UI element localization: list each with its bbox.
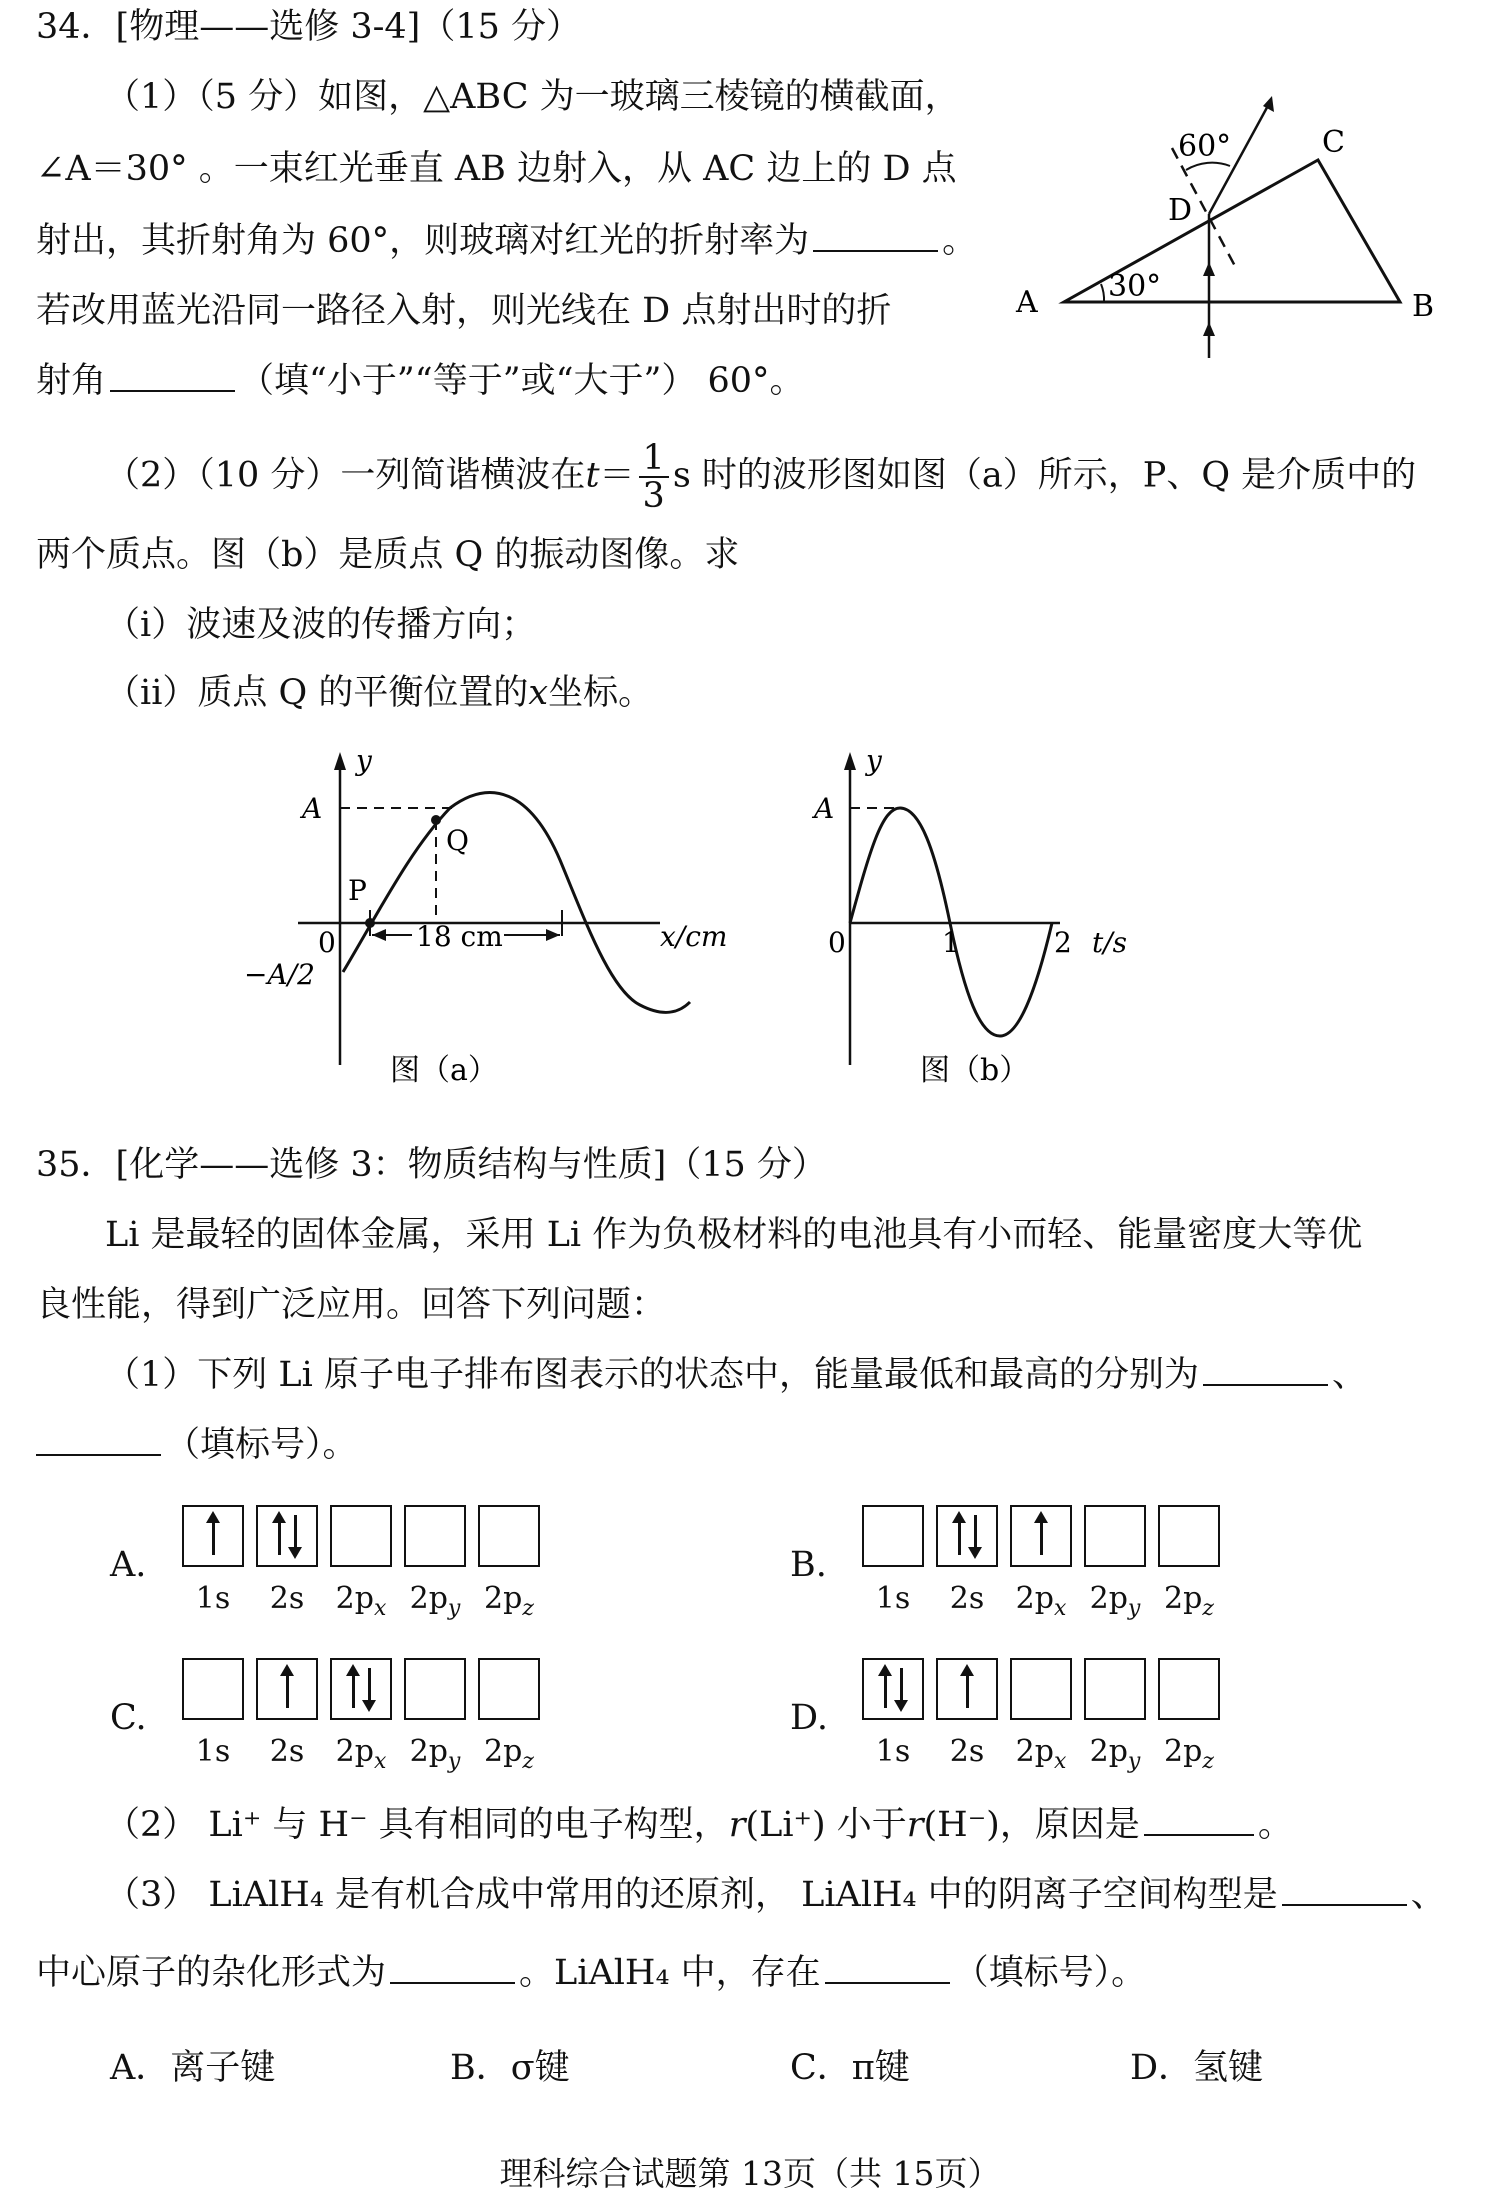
q34-p1-line4: 若改用蓝光沿同一路径入射，则光线在 D 点射出时的折 [36,291,892,331]
fraction-numerator: 1 [639,440,669,478]
orbital-box [862,1505,924,1567]
spin-down-arrow-icon [900,1668,903,1708]
label-q: Q [446,824,469,857]
point-q [431,815,441,825]
orbital-label: $2p_y$ [409,1581,461,1621]
q34-p2-sub-ii [105,670,653,716]
q35-q2 [105,1802,1293,1848]
q35-q1-text: （1）下列 Li 原子电子排布图表示的状态中，能量最低和最高的分别为 [105,1355,1199,1395]
answer-blank[interactable] [825,1952,950,1984]
angle-arc-30 [1101,284,1104,302]
answer-blank[interactable] [1282,1874,1407,1906]
orbital-label: $2p_x$ [335,1734,387,1774]
q35-q3-line2-mid: 。LiAlH₄ 中，存在 [519,1953,821,1993]
orbital-label: $2p_y$ [1089,1734,1141,1774]
orbital-box [256,1505,318,1567]
config-letter: A. [110,1545,147,1585]
dim-arrow-left-head [372,929,386,941]
orbital-box [1084,1658,1146,1720]
q34-p2-sub-ii-end: 坐标。 [548,673,654,713]
q35-intro-line1: Li 是最轻的固体金属，采用 Li 作为负极材料的电池具有小而轻、能量密度大等优 [105,1215,1363,1255]
q35-q1-line2-text: （填标号）。 [165,1425,358,1465]
q34-p1-line1: （1）（5 分）如图，△ABC 为一玻璃三棱镜的横截面， [105,77,960,117]
q34-p1-line5-text: 射角 [36,361,107,401]
orbital-box [478,1658,540,1720]
label-y-a: y [356,744,372,777]
q34-p1-line3-text: 射出，其折射角为 60°，则玻璃对红光的折射率为 [36,221,810,261]
caption-a: 图（a） [390,1053,498,1088]
orbital-label: $2p_x$ [335,1581,387,1621]
orbital-label: 2s [949,1581,985,1616]
q35-q2-end: 。 [1257,1805,1293,1845]
spin-down-arrow-icon [368,1668,371,1708]
label-amp-a: A [302,792,323,825]
config-letter: D. [790,1698,828,1738]
config-letter: C. [110,1698,147,1738]
vibration-graph-b [790,740,1250,1110]
orbital-label: $2p_y$ [409,1734,461,1774]
orbital-label: $2p_x$ [1015,1734,1067,1774]
answer-blank[interactable] [813,220,938,252]
option-c: C．π键 [790,2048,910,2088]
orbital-label: 2s [269,1581,305,1616]
answer-blank[interactable] [390,1952,515,1984]
orbital-box [1158,1658,1220,1720]
label-zero-a: 0 [318,926,336,959]
label-t-axis: t/s [1092,926,1128,959]
q35-q3-line2-end: （填标号）。 [953,1953,1147,1993]
q35-q2-mid: (Li⁺) 小于 [745,1805,907,1845]
q35-q2-rest: (H⁻)，原因是 [923,1805,1140,1845]
label-distance: 18 cm [416,920,503,953]
q35-intro-line2: 良性能，得到广泛应用。回答下列问题： [36,1285,667,1325]
answer-blank[interactable] [1144,1804,1254,1836]
label-amp-b: A [814,792,835,825]
orbital-box [1084,1505,1146,1567]
orbital-box [1010,1658,1072,1720]
label-a: A [1016,285,1038,320]
label-p: P [348,874,367,907]
q34-p2-line1-rest: s 时的波形图如图（a）所示，P、Q 是介质中的 [672,455,1417,496]
x-variable: x [528,673,549,713]
y-axis-arrow-b [844,752,856,770]
label-x-axis: x/cm [660,920,728,953]
fraction-denominator: 3 [642,476,665,516]
dim-arrow-right-head [546,929,560,941]
orbital-label: $2p_z$ [484,1734,534,1774]
spin-up-arrow-icon [1040,1515,1043,1555]
ray-arrow-lower [1203,322,1215,336]
q35-q2-text: （2） Li⁺ 与 H⁻ 具有相同的电子构型， [105,1805,729,1845]
orbital-label: 2s [949,1734,985,1769]
radius-symbol: r [728,1805,746,1845]
q35-q3-line2-text: 中心原子的杂化形式为 [36,1953,387,1993]
q35-q3-text: （3） LiAlH₄ 是有机合成中常用的还原剂， LiAlH₄ 中的阴离子空间构型是 [105,1875,1278,1915]
orbital-box [936,1658,998,1720]
label-c: C [1322,125,1345,160]
q34-p2-sub-i: （i）波速及波的传播方向； [105,605,537,645]
answer-blank[interactable] [110,360,235,392]
orbital-box [330,1505,392,1567]
answer-blank[interactable] [36,1424,161,1456]
orbital-label: $2p_x$ [1015,1581,1067,1621]
caption-b: 图（b） [920,1053,1030,1088]
orbital-box [478,1505,540,1567]
orbital-label: $2p_z$ [1164,1734,1214,1774]
prism-diagram [1000,90,1470,370]
q35-q1-line1 [105,1352,1367,1398]
label-y-b: y [866,744,882,777]
spin-up-arrow-icon [278,1515,281,1555]
ray-arrow-upper [1203,262,1215,276]
orbital-box [182,1658,244,1720]
label-two-b: 2 [1054,926,1072,959]
q34-p1-line5-end: （填“小于”“等于”或“大于”） 60°。 [239,361,805,401]
label-d: D [1168,193,1193,228]
radius-symbol: r [906,1805,924,1845]
label-zero-b: 0 [828,926,846,959]
answer-blank[interactable] [1203,1354,1328,1386]
spin-up-arrow-icon [958,1515,961,1555]
orbital-box [936,1505,998,1567]
point-p [365,918,375,928]
q35-q1-sep: 、 [1331,1355,1367,1395]
orbital-box [1158,1505,1220,1567]
option-a: A．离子键 [110,2048,276,2088]
orbital-label: 2s [269,1734,305,1769]
orbital-box [330,1658,392,1720]
wave-curve-a [343,793,690,1013]
orbital-label: $2p_y$ [1089,1581,1141,1621]
label-angle-30: 30° [1108,269,1162,304]
option-b: B．σ键 [450,2048,570,2088]
q34-header: 34．[物理——选修 3-4]（15 分） [36,7,581,47]
label-b: B [1412,289,1435,324]
orbital-box [1010,1505,1072,1567]
page-footer: 理科综合试题第 13页（共 15页） [499,2154,1001,2193]
spin-down-arrow-icon [294,1515,297,1555]
q34-p2-sub-ii-text: （ii）质点 Q 的平衡位置的 [105,673,529,713]
q34-p2-line1 [105,440,1416,514]
time-variable: t [585,455,600,496]
q35-q3-line2 [36,1950,1146,1996]
orbital-label: 1s [195,1734,231,1769]
orbital-box [404,1505,466,1567]
orbital-label: $2p_z$ [1164,1581,1214,1621]
q34-p1-line5 [36,358,805,404]
spin-up-arrow-icon [286,1668,289,1708]
fraction [639,440,669,514]
q34-p1-line2: ∠A＝30° 。一束红光垂直 AB 边射入，从 AC 边上的 D 点 [36,149,957,189]
option-d: D．氢键 [1130,2048,1264,2088]
q34-p2-line2: 两个质点。图（b）是质点 Q 的振动图像。求 [36,535,740,575]
label-neg-half-amp: −A/2 [244,958,315,991]
label-angle-60: 60° [1178,129,1232,164]
spin-down-arrow-icon [974,1515,977,1555]
q34-p1-line3-end: 。 [942,221,978,261]
label-one-b: 1 [942,926,960,959]
y-axis-arrow-a [334,752,346,770]
equals-sign: ＝ [599,455,635,496]
spin-up-arrow-icon [966,1668,969,1708]
spin-up-arrow-icon [352,1668,355,1708]
orbital-box [404,1658,466,1720]
config-letter: B. [790,1545,827,1585]
orbital-box [256,1658,318,1720]
q35-q1-line2 [36,1422,358,1468]
orbital-label: $2p_z$ [484,1581,534,1621]
spin-up-arrow-icon [884,1668,887,1708]
orbital-box [862,1658,924,1720]
orbital-label: 1s [875,1581,911,1616]
wave-graph-a [240,740,760,1110]
q35-header: 35．[化学——选修 3：物质结构与性质]（15 分） [36,1145,827,1185]
orbital-label: 1s [195,1581,231,1616]
q34-p1-line3 [36,218,977,264]
q34-p2-line1-text: （2）（10 分）一列简谐横波在 [105,455,586,496]
q35-q3-sep: 、 [1410,1875,1446,1915]
orbital-box [182,1505,244,1567]
spin-up-arrow-icon [212,1515,215,1555]
q35-q3-line1 [105,1872,1446,1918]
orbital-label: 1s [875,1734,911,1769]
